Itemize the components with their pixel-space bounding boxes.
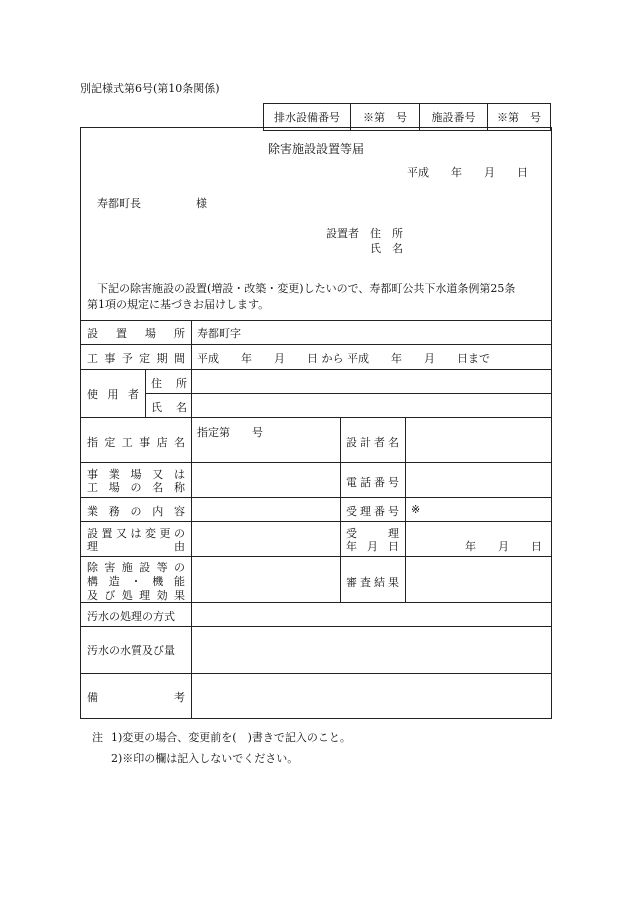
period-value[interactable]: 平成 年 月 日 から 平成 年 月 日まで [197, 352, 490, 365]
period-label: 工 事 予 定 期 間 [87, 352, 185, 365]
installer-label: 設置者 [326, 227, 359, 240]
contractor-value[interactable]: 指定第 号 [197, 426, 263, 439]
user-address-label: 住 所 [151, 377, 187, 390]
reason-label-line-2: 理 由 [87, 540, 185, 553]
facility-number-label: 施設番号 [420, 104, 488, 131]
user-label: 使 用 者 [87, 388, 139, 401]
review-label: 審 査 結 果 [346, 576, 399, 589]
water-quality-label: 汚水の水質及び量 [87, 644, 175, 657]
remarks-label: 備 考 [87, 691, 185, 704]
installer-address-label: 住 所 [370, 227, 403, 240]
notice-line-1: 下記の除害施設の設置(増設・改築・変更)したいので、寿都町公共下水道条例第25条 [97, 282, 516, 295]
business-label-line-1: 事 業 場 又 は [87, 468, 185, 481]
installer-name-label: 氏 名 [370, 242, 403, 255]
designer-label: 設 計 者 名 [346, 436, 399, 449]
location-value[interactable]: 寿都町字 [197, 327, 241, 340]
receipt-date-label-line-2: 年 月 日 [346, 540, 399, 553]
drain-number-field[interactable]: ※第 号 [351, 104, 420, 131]
receipt-date-label-line-1: 受 理 [346, 527, 399, 540]
date-line[interactable]: 平成 年 月 日 [407, 166, 528, 179]
form-identifier: 別記様式第6号(第10条関係) [80, 82, 220, 95]
form-title: 除害施設設置等届 [267, 142, 364, 156]
facility-number-field[interactable]: ※第 号 [488, 104, 551, 131]
phone-label: 電 話 番 号 [346, 476, 399, 489]
notice-line-2: 第1項の規定に基づきお届けします。 [87, 298, 270, 311]
drain-number-label: 排水設備番号 [264, 104, 351, 131]
user-name-label: 氏 名 [151, 401, 187, 414]
addressee: 寿都町長 様 [97, 197, 207, 210]
structure-label-line-1: 除 害 施 設 等 の [87, 561, 185, 574]
note-2: 2)※印の欄は記入しないでください。 [111, 752, 299, 765]
location-label: 設 置 場 所 [87, 327, 185, 340]
structure-label-line-3: 及 び 処 理 効 果 [87, 589, 185, 602]
contractor-label: 指 定 工 事 店 名 [87, 436, 185, 449]
business-label-line-2: 工 場 の 名 称 [87, 481, 185, 494]
receipt-date-value: 年 月 日 [465, 540, 542, 553]
note-1: 1)変更の場合、変更前を( )書きで記入のこと。 [111, 731, 351, 744]
reason-label-line-1: 設 置 又 は 変 更 の [87, 527, 185, 540]
receipt-number-label: 受 理 番 号 [346, 505, 399, 518]
treatment-method-label: 汚水の処理の方式 [87, 610, 175, 623]
receipt-number-value: ※ [411, 503, 421, 516]
structure-label-line-2: 構 造 ・ 機 能 [87, 575, 185, 588]
note-prefix: 注 [92, 731, 103, 744]
work-label: 業 務 の 内 容 [87, 505, 185, 518]
form-body [80, 127, 552, 719]
